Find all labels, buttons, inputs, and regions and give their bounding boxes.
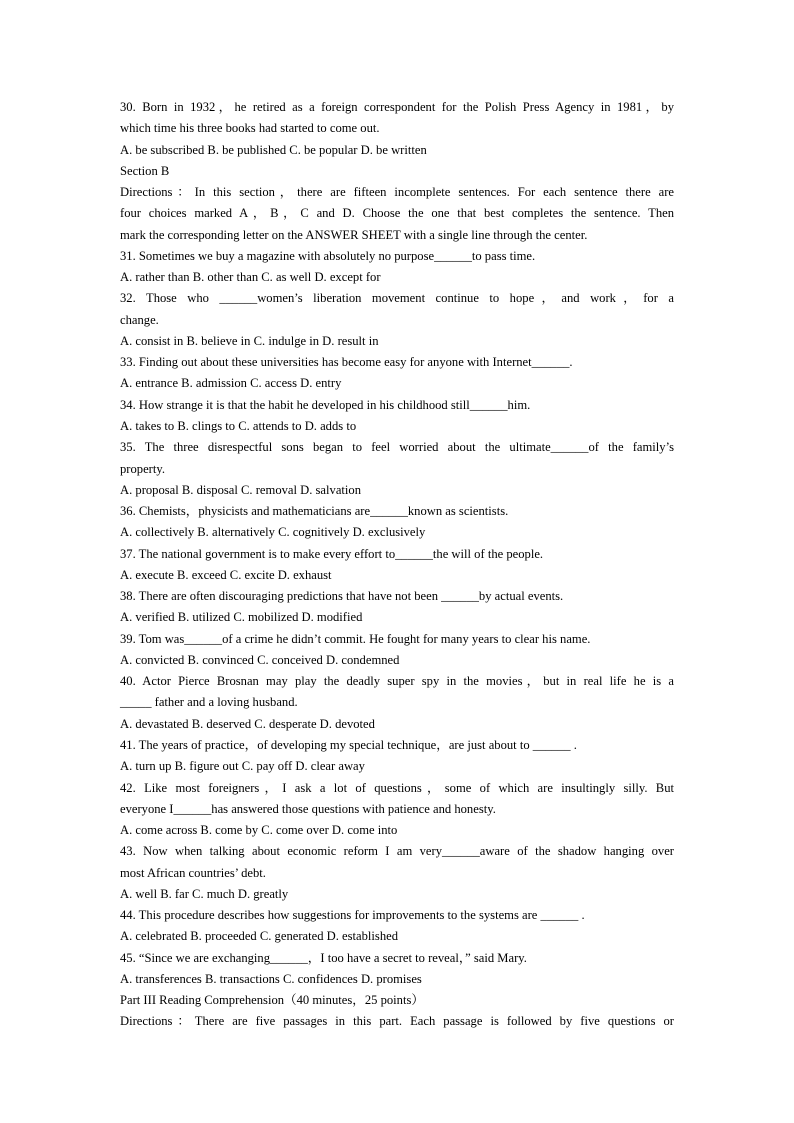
- text-line: 31. Sometimes we buy a magazine with absolutely no purpose______to pass time.: [120, 248, 536, 263]
- text-line: A. transferences B. transactions C. confidences D. promises: [120, 971, 422, 986]
- text-line: 37. The national government is to make every effort to______the will of the people.: [120, 546, 544, 561]
- text-line: Directions：There are five passages in this part. Each passage is followed by five questions or: [120, 1014, 674, 1029]
- text-line: A. entrance B. admission C. access D. entry: [120, 376, 342, 391]
- text-line: 40. Actor Pierce Brosnan may play the deadly super spy in the movies，but in real life he is a: [120, 674, 674, 689]
- text-line: property.: [120, 461, 165, 476]
- text-line: 32. Those who ______women’s liberation movement continue to hope，and work，for a: [120, 291, 674, 306]
- text-line: four choices marked A，B，C and D. Choose the one that best completes the sentence. Then: [120, 206, 674, 221]
- text-line: A. consist in B. believe in C. indulge in D. result in: [120, 333, 379, 348]
- text-line: _____ father and a loving husband.: [120, 695, 298, 710]
- text-line: A. celebrated B. proceeded C. generated D. established: [120, 929, 398, 944]
- text-line: A. come across B. come by C. come over D. come into: [120, 823, 398, 838]
- text-line: 36. Chemists，physicists and mathematicians are______known as scientists.: [120, 504, 509, 519]
- text-line: 42. Like most foreigners，I ask a lot of questions，some of which are insultingly silly. But: [120, 780, 674, 795]
- text-line: Directions：In this section，there are fifteen incomplete sentences. For each sentence there are: [120, 185, 674, 200]
- text-line: mark the corresponding letter on the ANSWER SHEET with a single line through the center.: [120, 227, 588, 242]
- text-line: 33. Finding out about these universities has become easy for anyone with Internet______.: [120, 355, 573, 370]
- text-line: change.: [120, 312, 159, 327]
- text-line: A. verified B. utilized C. mobilized D. modified: [120, 610, 363, 625]
- text-line: 43. Now when talking about economic reform I am very______aware of the shadow hanging over: [120, 844, 674, 859]
- text-line: A. well B. far C. much D. greatly: [120, 886, 289, 901]
- text-line: A. rather than B. other than C. as well D. except for: [120, 270, 381, 285]
- text-line: 30. Born in 1932，he retired as a foreign correspondent for the Polish Press Agency in 1981，by: [120, 100, 674, 114]
- text-line: 45. “Since we are exchanging______，I too have a secret to reveal，” said Mary.: [120, 950, 527, 965]
- text-line: A. collectively B. alternatively C. cognitively D. exclusively: [120, 525, 426, 540]
- text-line: Part III Reading Comprehension（40 minutes，25 points）: [120, 993, 424, 1008]
- text-line: A. turn up B. figure out C. pay off D. clear away: [120, 759, 365, 774]
- text-line: A. be subscribed B. be published C. be popular D. be written: [120, 142, 427, 157]
- text-line: A. convicted B. convinced C. conceived D. condemned: [120, 652, 400, 667]
- text-line: 41. The years of practice，of developing my special technique，are just about to ______ .: [120, 737, 577, 752]
- text-line: Section B: [120, 163, 170, 178]
- text-line: most African countries’ debt.: [120, 865, 266, 880]
- document-page-text: [120, 97, 674, 1033]
- text-line: which time his three books had started to come out.: [120, 121, 380, 136]
- text-line: A. devastated B. deserved C. desperate D. devoted: [120, 716, 375, 731]
- text-line: A. execute B. exceed C. excite D. exhaust: [120, 567, 332, 582]
- text-line: A. proposal B. disposal C. removal D. salvation: [120, 482, 362, 497]
- text-line: 38. There are often discouraging predictions that have not been ______by actual events.: [120, 589, 564, 604]
- text-line: everyone I______has answered those questions with patience and honesty.: [120, 801, 496, 816]
- text-line: 34. How strange it is that the habit he developed in his childhood still______him.: [120, 397, 531, 412]
- text-line: 44. This procedure describes how suggestions for improvements to the systems are ______ .: [120, 908, 585, 923]
- text-line: 39. Tom was______of a crime he didn’t commit. He fought for many years to clear his name.: [120, 631, 591, 646]
- text-line: 35. The three disrespectful sons began to feel worried about the ultimate______of the family’s: [120, 440, 674, 455]
- text-line: A. takes to B. clings to C. attends to D. adds to: [120, 418, 357, 433]
